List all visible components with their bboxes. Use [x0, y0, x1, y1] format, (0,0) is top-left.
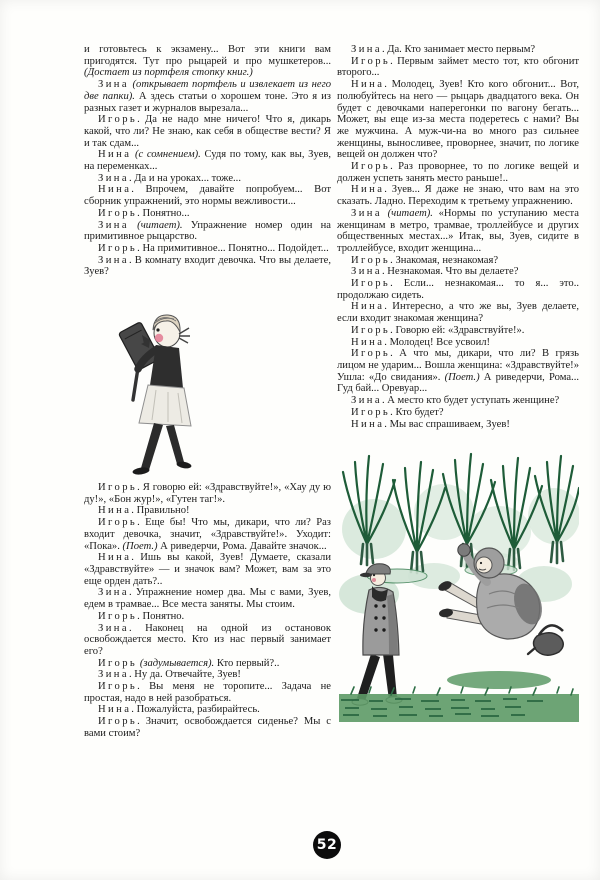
cap-brim [360, 573, 372, 577]
girl-walking-illustration [90, 288, 240, 478]
dialogue-text: . Если... незнакомая... то я... это.. продолжаю сидеть. [337, 278, 579, 301]
dialogue-paragraph [337, 419, 579, 431]
stage-direction: (читает). [381, 207, 433, 219]
dialogue-text: . Раз проворнее, то по логике вещей и должен успеть занять место раньше!.. [337, 161, 579, 184]
dialogue-text: Кто первый?.. [214, 657, 280, 669]
dialogue-text: . Интересно, а что же вы, Зуев делаете, если входит знакомая женщина? [337, 301, 579, 325]
dialogue-paragraph [337, 208, 579, 255]
dialogue-paragraph [337, 266, 579, 278]
dialogue-paragraph [84, 716, 331, 739]
speaker-name: Зина [98, 79, 129, 91]
speaker-name: Игорь [351, 278, 391, 290]
dialogue-paragraph [337, 337, 579, 349]
dialogue-text: . Да не надо мне ничего! Что я, дикарь какой, что ли? Не знаю, как себя в обществе вести? Я и так сдам... [84, 114, 331, 149]
speaker-name: Нина [98, 149, 132, 161]
page-number-badge [313, 831, 341, 859]
dialogue-text: . В комнату входит девочка. Что вы делаете, Зуев? [84, 254, 331, 278]
speaker-name: Игорь [98, 482, 138, 494]
speaker-name: Зина [351, 44, 382, 55]
dialogue-paragraph [84, 149, 331, 172]
dialogue-paragraph [84, 255, 331, 278]
dialogue-text: и готовьтесь к экзамену... Вот эти книги вам пригодятся. Тут про рыцарей и про мушкетеров... [84, 44, 331, 67]
dialogue-paragraph [337, 184, 579, 207]
dialogue-paragraph [84, 658, 331, 670]
dialogue-text: . Зуев... Я даже не знаю, что вам на это сказать. Ладно. Переходим к третьему упражнению. [337, 184, 579, 208]
dialogue-text: . Да и на уроках... тоже... [128, 172, 241, 184]
stage-direction: (Поет.) [444, 371, 480, 383]
speaker-name: Нина [351, 184, 385, 196]
right-column [337, 44, 579, 727]
dialogue-text: . Незнакомая. Что вы делаете? [381, 266, 519, 278]
stage-direction: (с сомнением). [131, 149, 201, 161]
dialogue-paragraph [84, 611, 331, 623]
speaker-name: Игорь [98, 610, 138, 622]
stage-direction: (Поет.) [122, 540, 158, 552]
woman-face [476, 557, 492, 573]
dialogue-paragraph [84, 482, 331, 505]
dialogue-text: . Понятно. [137, 610, 185, 622]
dialogue-text: А риведерчи, Рома. Давайте значок... [157, 540, 327, 552]
speaker-name: Игорь [351, 406, 391, 418]
dialogue-text: . Я говорю ей: «Здравствуйте!», «Хау ду ю ду!», «Бон жур!», «Гутен таг!». [84, 482, 331, 505]
dialogue-text: Упражнение номер один на примитивное рыцарство. [84, 219, 331, 243]
speaker-name: Нина [351, 418, 385, 430]
dialogue-text: . Ишь вы какой, Зуев! Думаете, сказали «Здравствуйте» — и значок вам? Может, вам за это еще орден дать?.. [84, 552, 331, 587]
speaker-name: Игорь [98, 517, 138, 529]
dialogue-paragraph [337, 301, 579, 324]
speaker-name: Игорь [351, 254, 391, 266]
dialogue-text: . Значит, освобождается сиденье? Мы с вами стоим? [84, 716, 331, 739]
dialogue-text: . Ну да. Отвечайте, Зуев! [128, 669, 241, 681]
dialogue-paragraph [84, 587, 331, 610]
dialogue-text: . Молодец! Все усвоил! [384, 336, 491, 348]
girl-back-leg [166, 425, 184, 464]
speaker-name: Зина [98, 219, 129, 231]
dialogue-text: . А место кто будет уступать женщине? [381, 395, 560, 407]
dialogue-paragraph [84, 505, 331, 517]
speaker-name: Игорь [98, 681, 138, 693]
left-column-text-bottom [84, 482, 331, 739]
speaker-name: Зина [98, 172, 129, 184]
stage-direction: (открывает портфель и извлекает из него две папки). [84, 79, 331, 102]
speaker-name: Игорь [98, 207, 138, 219]
speaker-name: Игорь [351, 161, 391, 173]
speaker-name: Игорь [351, 55, 391, 67]
dialogue-text: . Правильно! [131, 505, 190, 517]
left-column-text-top [84, 44, 331, 278]
dialogue-paragraph [84, 184, 331, 207]
dialogue-paragraph [337, 79, 579, 161]
dialogue-paragraph [337, 255, 579, 267]
dialogue-text: А риведерчи, Рома... Гуд бай... Оревуар... [337, 371, 580, 395]
speaker-name: Игорь [98, 657, 138, 669]
dialogue-text: Судя по тому, как вы, Зуев, на переменках... [84, 149, 331, 173]
stage-direction: (задумывается). [137, 657, 215, 669]
left-column [84, 44, 331, 740]
speaker-name: Зина [351, 207, 382, 219]
speaker-name: Нина [98, 505, 132, 517]
dialogue-text: . Да. Кто занимает место первым? [381, 44, 536, 55]
speaker-name: Нина [98, 552, 132, 564]
man-back-leg [383, 654, 397, 700]
dialogue-paragraph [337, 278, 579, 301]
dialogue-text: . Впрочем, давайте попробуем... Вот сборник упражнений, это нормы вежливости... [84, 184, 331, 208]
dialogue-paragraph [84, 552, 331, 587]
speaker-name: Игорь [98, 114, 138, 126]
dialogue-paragraph [84, 114, 331, 149]
speaker-name: Зина [98, 669, 129, 681]
dialogue-text: . Понятно... [137, 207, 190, 219]
dialogue-paragraph [84, 623, 331, 658]
dialogue-text: . Наконец на одной из остановок освобождается место. Кто из нас первый занимает его? [84, 622, 331, 657]
park-scene-illustration [339, 444, 579, 727]
speaker-name: Зина [351, 266, 382, 278]
dialogue-paragraph [84, 704, 331, 716]
grass-patch [447, 671, 551, 689]
speaker-name: Игорь [351, 348, 391, 360]
dialogue-paragraph [337, 407, 579, 419]
speaker-name: Нина [351, 79, 385, 91]
stage-direction: (читает). [128, 219, 183, 231]
dialogue-text: . Первым займет место тот, кто обгонит второго... [337, 55, 579, 79]
dialogue-paragraph [84, 243, 331, 255]
page-number: 52 [316, 837, 338, 853]
stick [133, 368, 138, 400]
grass-band [339, 687, 579, 722]
dialogue-text: . А что мы, дикари, что ли? В грязь лицом не ударим... Вошла женщина: «Здравствуйте!» Ушла: «До свидания». [337, 348, 579, 383]
girl-skirt [139, 385, 191, 426]
dialogue-text: . Мы вас спрашиваем, Зуев! [384, 418, 510, 430]
dialogue-paragraph [84, 220, 331, 243]
dialogue-text: . Знакомая, незнакомая? [390, 254, 499, 266]
dialogue-paragraph [337, 56, 579, 79]
woman-mitten [458, 544, 470, 556]
dialogue-paragraph [337, 44, 579, 56]
dialogue-paragraph [337, 348, 579, 395]
speaker-name: Нина [98, 184, 132, 196]
woman-bag [528, 626, 563, 656]
speaker-name: Игорь [351, 324, 391, 336]
dialogue-text: . Молодец, Зуев! Кто кого обгонит... Вот, полюбуйтесь на него — рыцарь двадцатого века. Он будет с девочками наперегонки по вагону бегать... Может, вы еще из-за места подеретесь с нами? Вы же мужчина. А муж-чи-на во много раз сильнее женщины, выносливее, проворнее, значит, по логике вещей он должен что? [337, 79, 579, 161]
speaker-name: Зина [98, 622, 129, 634]
dialogue-paragraph [84, 517, 331, 552]
dialogue-paragraph [84, 208, 331, 220]
dialogue-paragraph [337, 325, 579, 337]
speaker-name: Игорь [98, 242, 138, 254]
dialogue-paragraph [84, 669, 331, 681]
dialogue-paragraph [84, 173, 331, 185]
dialogue-text: . Вы меня не торопите... Задача не простая, надо в ней разобраться. [84, 681, 331, 704]
dialogue-paragraph [84, 681, 331, 704]
dialogue-paragraph [337, 395, 579, 407]
dialogue-text: . Еще бы! Что мы, дикари, что ли? Раз входит девочка, значит, «Здравствуйте!». Уходит: «Пока». [84, 517, 331, 552]
dialogue-text: . Пожалуйста, разбирайтесь. [131, 704, 260, 716]
man-front-leg [357, 654, 380, 701]
girl-front-leg [141, 423, 163, 470]
dialogue-text: . Кто будет? [390, 406, 444, 418]
stage-direction: (Достает из портфеля стопку книг.) [84, 67, 253, 79]
dialogue-text: . Говорю ей: «Здравствуйте!». [390, 324, 525, 336]
dialogue-paragraph [84, 44, 331, 79]
dialogue-paragraph [337, 161, 579, 184]
speaker-name: Нина [98, 704, 132, 716]
speaker-name: Нина [351, 336, 385, 348]
man-cap [366, 564, 390, 574]
dialogue-paragraph [84, 79, 331, 114]
right-column-text [337, 44, 579, 430]
dialogue-text: . Упражнение номер два. Мы с вами, Зуев, едем в трамвае... Все места заняты. Мы стоим. [84, 587, 331, 611]
dialogue-text: «Нормы по уступанию места женщинам в метро, трамвае, троллейбусе и других общественных местах...» Итак, вы, Зуев, сидите в троллейбусе, входит женщина... [337, 207, 579, 254]
speaker-name: Зина [351, 395, 382, 407]
speaker-name: Зина [98, 254, 129, 266]
speaker-name: Нина [351, 301, 385, 313]
pigtail-right [179, 328, 190, 343]
speaker-name: Зина [98, 587, 129, 599]
dialogue-text: . На примитивное... Понятно... Подойдет... [137, 242, 329, 254]
girl-head [141, 315, 190, 348]
dialogue-text: А здесь статьи о хорошем тоне. Это я из разных газет и журналов вырезала... [84, 90, 331, 114]
speaker-name: Игорь [98, 716, 138, 728]
